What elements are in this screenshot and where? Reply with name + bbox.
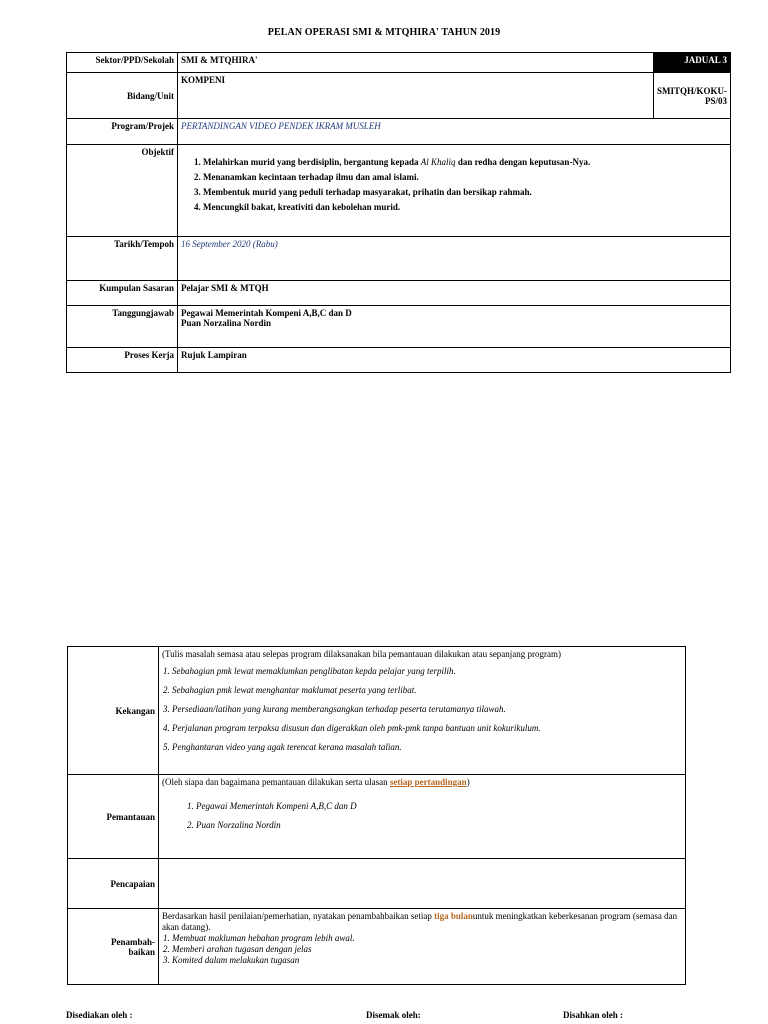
- pemantauan-item: 1. Pegawai Memerintah Kompeni A,B,C dan D: [196, 797, 682, 816]
- bidang-label: Bidang/Unit: [67, 73, 178, 119]
- kekangan-item: 5. Penghantaran video yang agak terencat kerana masalah talian.: [172, 738, 682, 757]
- tanggungjawab-line: Pegawai Memerintah Kompeni A,B,C dan D: [181, 308, 352, 318]
- jadual-badge: JADUAL 3: [653, 53, 730, 73]
- penambahbaikan-item: 2. Memberi arahan tugasan dengan jelas: [172, 944, 682, 955]
- penambahbaikan-cell: [159, 909, 686, 985]
- kekangan-cell: [159, 647, 686, 775]
- kekangan-item: 1. Sebahagian pmk lewat memaklumkan penglibatan kepda pelajar yang terpilih.: [172, 662, 682, 681]
- pemantauan-intro: (Oleh siapa dan bagaimana pemantauan dilakukan serta ulasan setiap pertandingan): [162, 777, 470, 787]
- kumpulan-label: Kumpulan Sasaran: [67, 281, 178, 306]
- document-title: PELAN OPERASI SMI & MTQHIRA' TAHUN 2019: [267, 27, 501, 38]
- sektor-label: Sektor/PPD/Sekolah: [67, 53, 178, 73]
- kekangan-item: 3. Persediaan/latihan yang kurang memberangsangkan terhadap peserta terutamanya tilawah.: [172, 700, 682, 719]
- penambahbaikan-label-line: baikan: [128, 946, 155, 957]
- objektif-item: 1. Melahirkan murid yang berdisiplin, bergantung kepada Al Khaliq dan redha dengan keputusan-Nya.: [203, 155, 727, 170]
- disemak-label: Disemak oleh:: [366, 1010, 421, 1020]
- kekangan-label: Kekangan: [68, 647, 159, 775]
- kekangan-item: 2. Sebahagian pmk lewat menghantar maklumat peserta yang terlibat.: [172, 681, 682, 700]
- kumpulan-value: Pelajar SMI & MTQH: [178, 281, 731, 306]
- disediakan-label: Disediakan oleh :: [66, 1010, 133, 1020]
- penambahbaikan-label: [68, 909, 159, 985]
- code-line-1: SMITQH/KOKU-: [656, 85, 727, 96]
- sektor-value: SMI & MTQHIRA': [178, 53, 654, 73]
- penambahbaikan-list: [162, 933, 682, 966]
- proses-label: Proses Kerja: [67, 348, 178, 373]
- pencapaian-cell: [159, 859, 686, 909]
- tanggungjawab-value: [178, 306, 731, 348]
- objektif-list: [181, 155, 727, 215]
- kekangan-item: 4. Perjalanan program terpaksa disusun dan digerakkan oleh pmk-pmk tanpa bantuan unit kokurikulum.: [172, 719, 682, 738]
- pemantauan-label: Pemantauan: [68, 775, 159, 859]
- plan-table: [66, 52, 731, 373]
- kekangan-intro: (Tulis masalah semasa atau selepas program dilaksanakan bila pemantauan dilakukan atau sepanjang program): [162, 649, 562, 659]
- proses-value: Rujuk Lampiran: [178, 348, 731, 373]
- pemantauan-item: 2. Puan Norzalina Nordin: [196, 816, 682, 835]
- objektif-list-cell: [178, 145, 731, 237]
- program-label: Program/Projek: [67, 119, 178, 145]
- penambahbaikan-label-line: Penambah-: [110, 936, 155, 947]
- pemantauan-cell: [159, 775, 686, 859]
- document-code: [653, 73, 730, 119]
- kekangan-list: [162, 662, 682, 757]
- bidang-value: KOMPENI: [178, 73, 654, 119]
- tarikh-value: 16 September 2020 (Rabu): [178, 237, 731, 281]
- tarikh-label: Tarikh/Tempoh: [67, 237, 178, 281]
- disahkan-label: Disahkan oleh :: [563, 1010, 624, 1020]
- penambahbaikan-item: 3. Komited dalam melakukan tugasan: [172, 955, 682, 966]
- tanggungjawab-label: Tanggungjawab: [67, 306, 178, 348]
- tanggungjawab-line: Puan Norzalina Nordin: [181, 318, 272, 328]
- objektif-item: 2. Menanamkan kecintaan terhadap ilmu dan amal islami.: [203, 170, 727, 185]
- pencapaian-label: Pencapaian: [68, 859, 159, 909]
- objektif-label: Objektif: [67, 145, 178, 237]
- code-line-2: PS/03: [704, 95, 727, 106]
- objektif-item: 3. Membentuk murid yang peduli terhadap masyarakat, prihatin dan bersikap rahmah.: [203, 185, 727, 200]
- objektif-item: 4. Mencungkil bakat, kreativiti dan kebolehan murid.: [203, 200, 727, 215]
- pemantauan-list: [162, 797, 682, 835]
- evaluation-table: [67, 646, 686, 985]
- penambahbaikan-item: 1. Membuat makluman hebahan program lebih awal.: [172, 933, 682, 944]
- penambahbaikan-intro: Berdasarkan hasil penilaian/pemerhatian, nyatakan penambahbaikan setiap tiga bulanuntuk meningkatkan keberkesanan program (semasa dan akan datang).: [162, 911, 678, 932]
- program-value: PERTANDINGAN VIDEO PENDEK IKRAM MUSLEH: [178, 119, 731, 145]
